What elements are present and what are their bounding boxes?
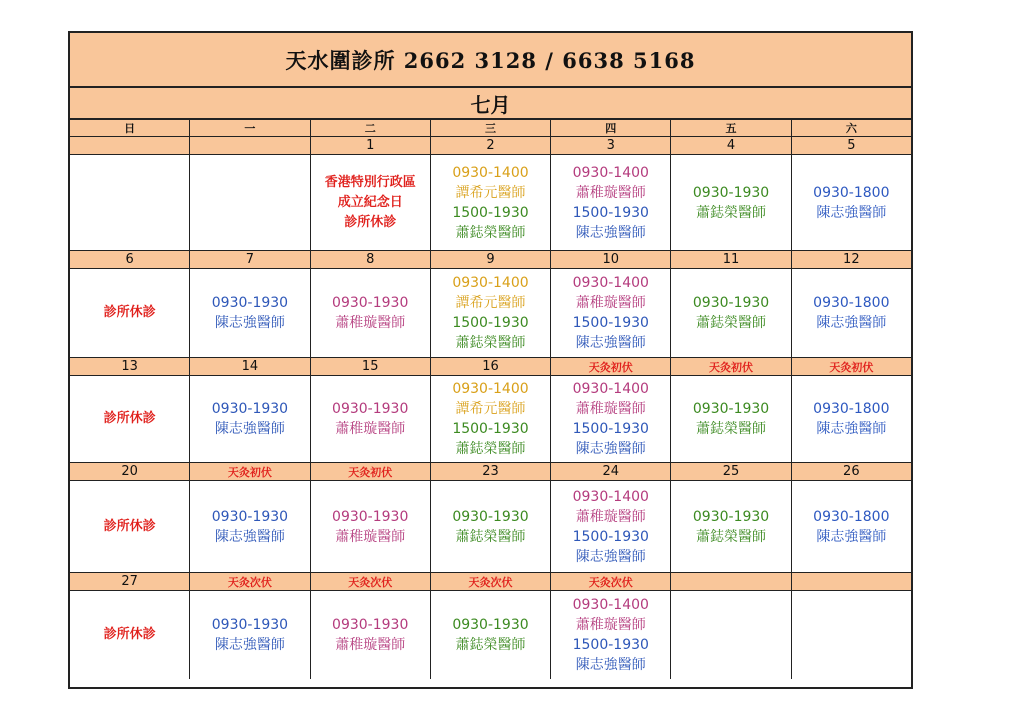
date-label: 天灸初伏 — [829, 360, 874, 374]
date-label: 天灸次伏 — [551, 573, 671, 590]
date-label: 天灸初伏 — [311, 463, 431, 480]
schedule-line: 0930-1930 — [211, 401, 289, 417]
schedule-line: 1500-1930 — [572, 528, 649, 545]
clinic-calendar — [68, 31, 913, 689]
day-schedule-cell — [431, 591, 551, 679]
schedule-line: 0930-1930 — [452, 617, 529, 633]
day-schedule-cell — [671, 591, 791, 679]
day-schedule-cell — [792, 591, 911, 679]
schedule-line: 0930-1400 — [572, 381, 649, 397]
schedule-line: 0930-1800 — [813, 184, 890, 201]
schedule-line: 蕭稚璇醫師 — [575, 184, 646, 201]
schedule-line: 蕭鋕榮醫師 — [696, 528, 767, 545]
schedule-line: 陳志強醫師 — [214, 637, 285, 653]
schedule-line: 1500-1930 — [572, 315, 649, 331]
date-label: 2 — [431, 137, 551, 154]
date-label: 天灸次伏 — [311, 573, 431, 590]
closure-note: 診所休診 — [103, 627, 156, 642]
schedule-line: 蕭鋕榮醫師 — [455, 224, 526, 241]
schedule-line: 譚希元醫師 — [455, 401, 526, 417]
schedule-line: 蕭稚璇醫師 — [335, 637, 406, 653]
schedule-line: 0930-1930 — [692, 184, 770, 201]
day-schedule-cell — [70, 376, 190, 462]
closure-note: 成立紀念日 — [337, 194, 403, 210]
date-label: 3 — [551, 137, 671, 154]
schedule-line: 0930-1400 — [452, 164, 529, 181]
date-label-row — [70, 573, 911, 591]
schedule-line: 陳志強醫師 — [816, 204, 887, 221]
schedule-line: 陳志強醫師 — [575, 441, 646, 457]
schedule-line: 蕭鋕榮醫師 — [696, 204, 767, 221]
date-label: 5 — [847, 138, 856, 153]
day-schedule-cell — [190, 591, 310, 679]
schedule-line: 陳志強醫師 — [214, 528, 285, 545]
schedule-line: 0930-1800 — [813, 295, 890, 311]
schedule-row — [70, 269, 911, 358]
date-label: 11 — [671, 251, 791, 268]
date-label: 1 — [311, 137, 431, 154]
schedule-line: 蕭稚璇醫師 — [575, 508, 646, 525]
date-label: 天灸次伏 — [190, 573, 310, 590]
day-schedule-cell — [311, 591, 431, 679]
schedule-line: 1500-1930 — [572, 637, 649, 653]
day-schedule-cell — [70, 269, 190, 357]
weekday-label: 日 — [70, 120, 190, 136]
clinic-title: 天水圍診所 2662 3128 / 6638 5168 — [70, 33, 911, 88]
date-label — [70, 137, 190, 154]
day-schedule-cell — [671, 155, 791, 250]
date-label: 16 — [431, 358, 551, 375]
date-label: 7 — [190, 251, 310, 268]
day-schedule-cell — [551, 269, 671, 357]
schedule-line: 譚希元醫師 — [455, 184, 526, 201]
schedule-row — [70, 155, 911, 251]
date-label-row — [70, 463, 911, 481]
date-label-row — [70, 251, 911, 269]
closure-note: 診所休診 — [103, 518, 156, 534]
schedule-line: 蕭稚璇醫師 — [335, 528, 406, 545]
date-label: 20 — [70, 463, 190, 480]
schedule-line: 1500-1930 — [452, 421, 529, 437]
schedule-row — [70, 481, 911, 573]
date-label: 天灸初伏 — [190, 463, 310, 480]
schedule-line: 1500-1930 — [452, 315, 529, 331]
schedule-line: 0930-1930 — [211, 617, 289, 633]
date-label: 25 — [671, 463, 791, 480]
schedule-line: 蕭鋕榮醫師 — [696, 421, 767, 437]
day-schedule-cell — [431, 269, 551, 357]
date-label: 14 — [190, 358, 310, 375]
day-schedule-cell — [70, 155, 190, 250]
schedule-line: 0930-1400 — [452, 275, 529, 291]
day-schedule-cell — [431, 481, 551, 572]
schedule-line: 蕭鋕榮醫師 — [696, 315, 767, 331]
schedule-line: 0930-1930 — [452, 508, 529, 525]
day-schedule-cell — [792, 269, 911, 357]
schedule-line: 陳志強醫師 — [575, 548, 646, 565]
weekday-label: 二 — [311, 120, 431, 136]
day-schedule-cell — [431, 155, 551, 250]
day-schedule-cell — [551, 155, 671, 250]
schedule-line: 0930-1800 — [813, 508, 890, 525]
schedule-line: 0930-1930 — [211, 295, 289, 311]
schedule-row — [70, 376, 911, 463]
date-label: 13 — [70, 358, 190, 375]
schedule-line: 0930-1800 — [813, 401, 890, 417]
schedule-line: 0930-1400 — [572, 488, 649, 505]
date-label: 4 — [671, 137, 791, 154]
schedule-line: 陳志強醫師 — [575, 657, 646, 673]
closure-note: 診所休診 — [344, 214, 397, 230]
schedule-line: 陳志強醫師 — [816, 421, 887, 437]
closure-note: 診所休診 — [103, 411, 156, 426]
day-schedule-cell — [551, 376, 671, 462]
day-schedule-cell — [190, 269, 310, 357]
date-label: 10 — [551, 251, 671, 268]
day-schedule-cell — [671, 269, 791, 357]
schedule-line: 陳志強醫師 — [214, 421, 285, 437]
schedule-line: 蕭鋕榮醫師 — [455, 637, 526, 653]
day-schedule-cell — [311, 481, 431, 572]
schedule-line: 0930-1400 — [572, 275, 649, 291]
weekday-label: 四 — [551, 120, 671, 136]
schedule-line: 0930-1930 — [332, 295, 409, 311]
weekday-header-row — [70, 120, 911, 137]
date-label: 8 — [311, 251, 431, 268]
date-label: 12 — [843, 252, 860, 267]
schedule-line: 蕭稚璇醫師 — [335, 315, 406, 331]
day-schedule-cell — [551, 591, 671, 679]
date-label: 24 — [551, 463, 671, 480]
date-label — [671, 573, 791, 590]
date-label: 26 — [843, 464, 860, 479]
schedule-line: 1500-1930 — [572, 204, 649, 221]
schedule-line: 1500-1930 — [572, 421, 649, 437]
day-schedule-cell — [70, 481, 190, 572]
day-schedule-cell — [792, 481, 911, 572]
schedule-line: 1500-1930 — [452, 204, 529, 221]
date-label: 27 — [70, 573, 190, 590]
day-schedule-cell — [792, 376, 911, 462]
schedule-line: 譚希元醫師 — [455, 295, 526, 311]
schedule-line: 陳志強醫師 — [575, 224, 646, 241]
schedule-line: 陳志強醫師 — [816, 528, 887, 545]
schedule-line: 陳志強醫師 — [816, 315, 887, 331]
day-schedule-cell — [551, 481, 671, 572]
schedule-line: 陳志強醫師 — [575, 335, 646, 351]
day-schedule-cell — [311, 155, 431, 250]
schedule-line: 0930-1930 — [332, 617, 409, 633]
day-schedule-cell — [311, 376, 431, 462]
closure-note: 香港特別行政區 — [324, 174, 416, 190]
day-schedule-cell — [671, 376, 791, 462]
schedule-line: 0930-1930 — [692, 401, 770, 417]
date-label: 9 — [431, 251, 551, 268]
weekday-label: 六 — [845, 122, 857, 135]
weekday-label: 一 — [190, 120, 310, 136]
month-title: 七月 — [70, 88, 911, 120]
schedule-line: 蕭稚璇醫師 — [575, 295, 646, 311]
schedule-row — [70, 591, 911, 679]
date-label: 6 — [70, 251, 190, 268]
schedule-line: 蕭鋕榮醫師 — [455, 441, 526, 457]
date-label: 23 — [431, 463, 551, 480]
day-schedule-cell — [190, 155, 310, 250]
schedule-line: 蕭鋕榮醫師 — [455, 335, 526, 351]
schedule-line: 0930-1400 — [452, 381, 529, 397]
calendar-grid — [70, 120, 911, 679]
date-label: 天灸次伏 — [431, 573, 551, 590]
day-schedule-cell — [311, 269, 431, 357]
day-schedule-cell — [190, 481, 310, 572]
schedule-line: 蕭稚璇醫師 — [575, 401, 646, 417]
date-label — [792, 573, 911, 590]
date-label — [190, 137, 310, 154]
schedule-line: 0930-1400 — [572, 164, 649, 181]
schedule-line: 0930-1400 — [572, 597, 649, 613]
schedule-line: 0930-1930 — [211, 508, 289, 525]
day-schedule-cell — [70, 591, 190, 679]
weekday-label: 五 — [671, 120, 791, 136]
day-schedule-cell — [431, 376, 551, 462]
day-schedule-cell — [671, 481, 791, 572]
schedule-line: 陳志強醫師 — [214, 315, 285, 331]
date-label: 15 — [311, 358, 431, 375]
weekday-label: 三 — [431, 120, 551, 136]
date-label-row — [70, 137, 911, 155]
weeks-container — [70, 137, 911, 679]
schedule-line: 0930-1930 — [692, 508, 770, 525]
date-label-row — [70, 358, 911, 376]
schedule-line: 蕭鋕榮醫師 — [455, 528, 526, 545]
closure-note: 診所休診 — [103, 305, 156, 320]
schedule-line: 蕭稚璇醫師 — [575, 617, 646, 633]
schedule-line: 0930-1930 — [332, 508, 409, 525]
schedule-line: 0930-1930 — [332, 401, 409, 417]
schedule-line: 蕭稚璇醫師 — [335, 421, 406, 437]
date-label: 天灸初伏 — [551, 358, 671, 375]
day-schedule-cell — [190, 376, 310, 462]
day-schedule-cell — [792, 155, 911, 250]
schedule-line: 0930-1930 — [692, 295, 770, 311]
date-label: 天灸初伏 — [671, 358, 791, 375]
